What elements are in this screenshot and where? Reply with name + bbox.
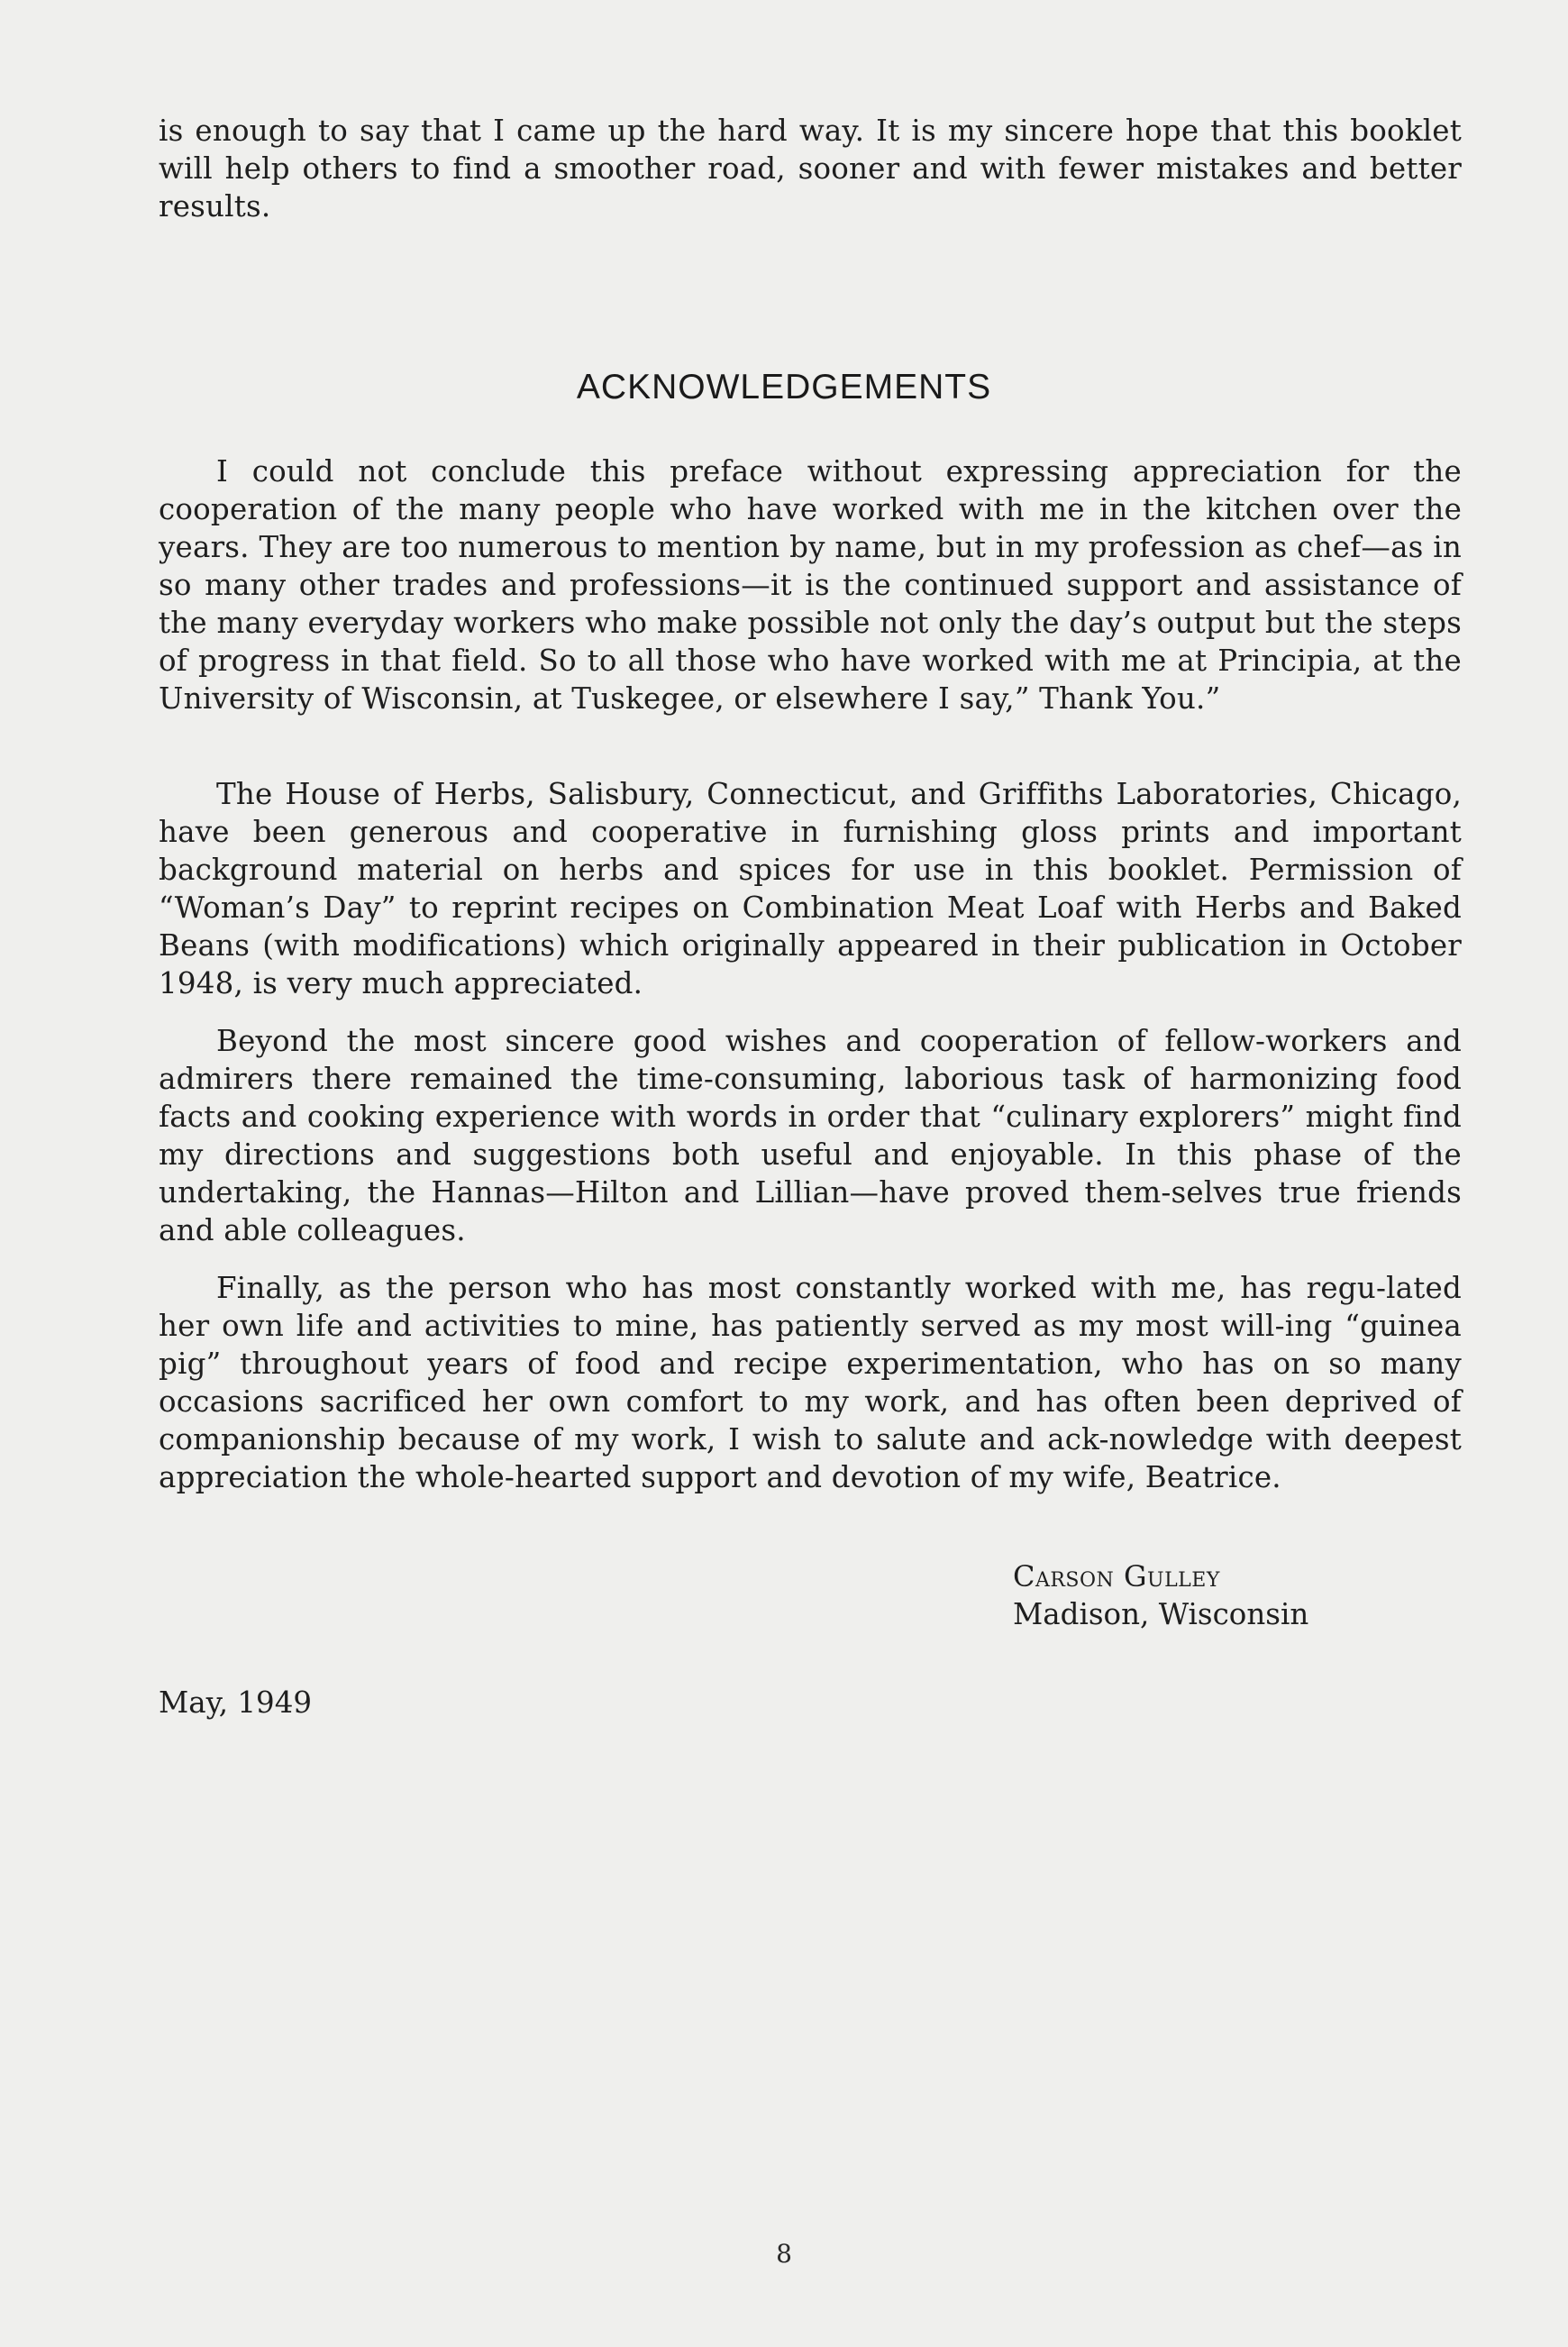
- intro-paragraph-container: [159, 112, 1462, 225]
- section-heading: ACKNOWLEDGEMENTS: [576, 368, 992, 406]
- acknowledgement-paragraph-3: Beyond the most sincere good wishes and cooperation of fellow-workers and admirers there remained the time-consuming, laborious task of harmonizing food facts and cooking experience with words in order that “culinary explorers” might find my directions and suggestions both useful and enjoyable. In this phase of the undertaking, the Hannas—Hilton and Lillian—have proved them-selves true friends and able colleagues.: [159, 1024, 1462, 1247]
- signature-name: Carson Gulley: [1013, 1559, 1220, 1594]
- acknowledgement-paragraph-2-container: [159, 775, 1462, 1002]
- acknowledgement-paragraph-2: The House of Herbs, Salisbury, Connecticut, and Griffiths Laboratories, Chicago, have been generous and cooperative in furnishing gloss prints and important background material on herbs and spices for use in this booklet. Permission of “Woman’s Day” to reprint recipes on Combination Meat Loaf with Herbs and Baked Beans (with modifications) which originally appeared in their publication in October 1948, is very much appreciated.: [159, 777, 1462, 1000]
- signature-place: Madison, Wisconsin: [1013, 1597, 1309, 1631]
- page-number: 8: [776, 2239, 792, 2269]
- date-line: May, 1949: [159, 1685, 313, 1720]
- acknowledgement-paragraph-3-container: [159, 1022, 1462, 1249]
- intro-paragraph: is enough to say that I came up the hard way. It is my sincere hope that this booklet will help others to find a smoother road, sooner and with fewer mistakes and better results.: [159, 114, 1462, 224]
- acknowledgement-paragraph-4: Finally, as the person who has most constantly worked with me, has regu-lated her own life and activities to mine, has patiently served as my most will-ing “guinea pig” throughout years of food and recipe experimentation, who has on so many occasions sacrificed her own comfort to my work, and has often been deprived of companionship because of my work, I wish to salute and ack-nowledge with deepest appreciation the whole-hearted support and devotion of my wife, Beatrice.: [159, 1271, 1462, 1494]
- acknowledgement-paragraph-1: I could not conclude this preface without expressing appreciation for the cooperation of the many people who have worked with me in the kitchen over the years. They are too numerous to mention by name, but in my profession as chef—as in so many other trades and professions—it is the continued support and assistance of the many everyday workers who make possible not only the day’s output but the steps of progress in that field. So to all those who have worked with me at Principia, at the University of Wisconsin, at Tuskegee, or elsewhere I say,” Thank You.”: [159, 454, 1462, 716]
- acknowledgement-paragraph-4-container: [159, 1269, 1462, 1496]
- acknowledgement-paragraph-1-container: [159, 452, 1462, 717]
